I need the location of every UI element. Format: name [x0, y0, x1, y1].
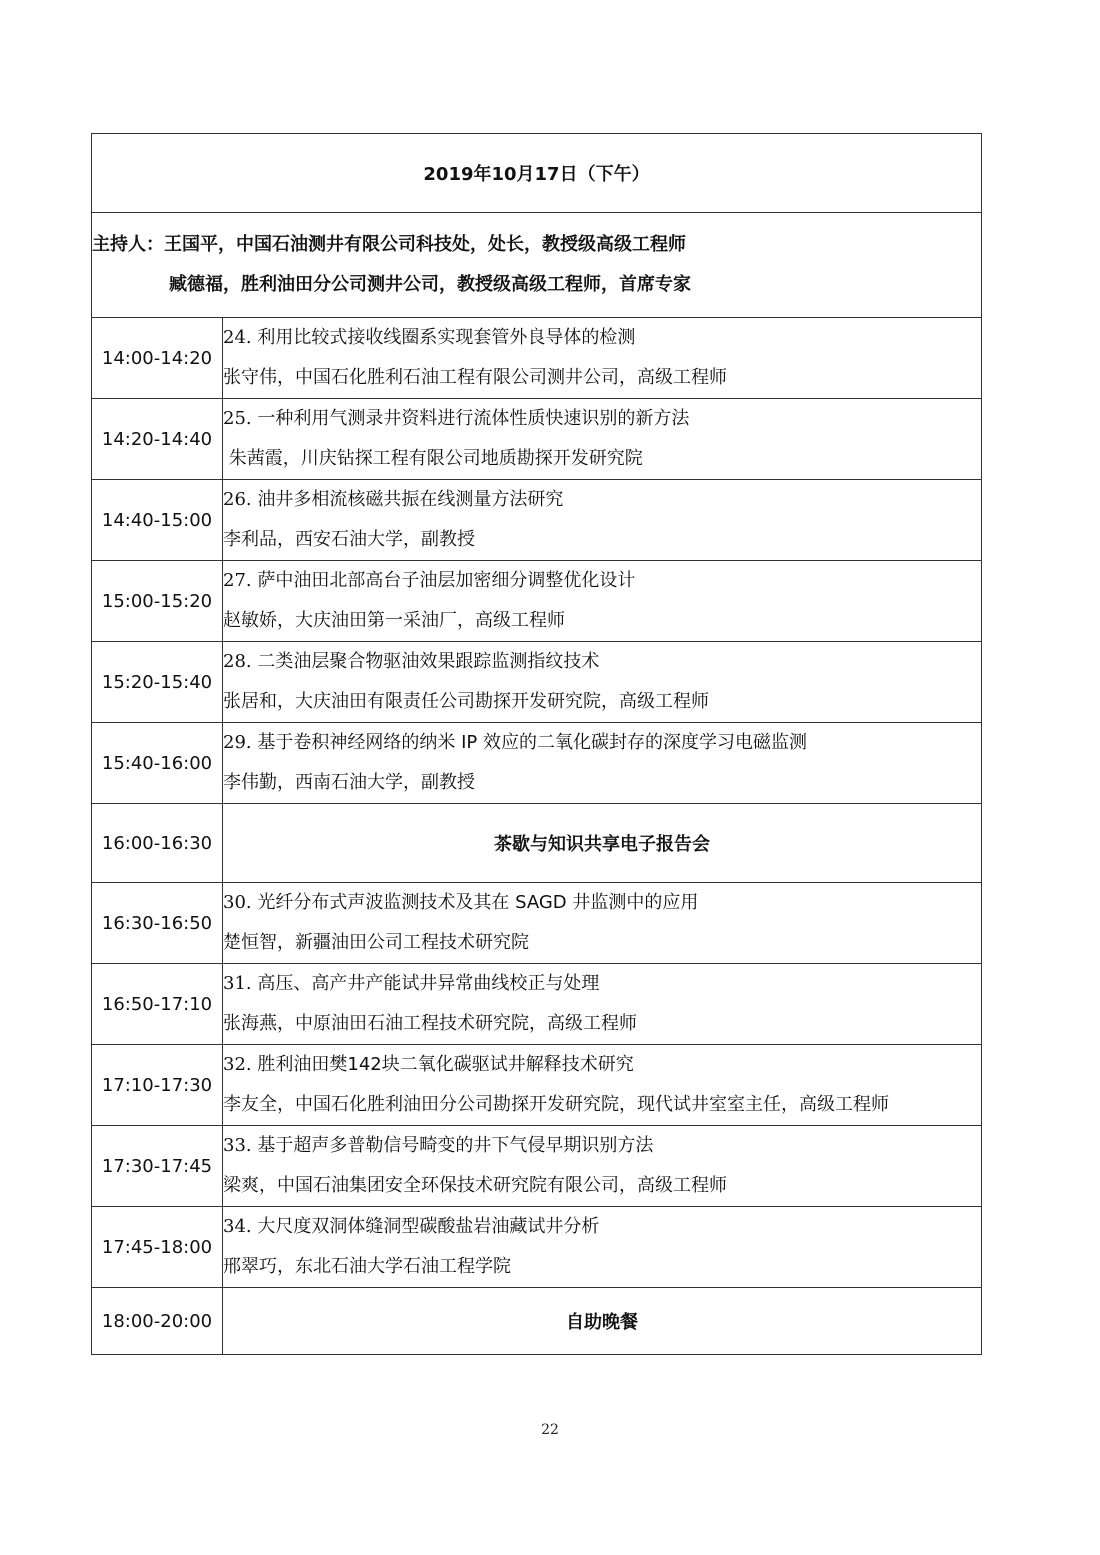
talk-cell [223, 480, 982, 561]
talk-title-line [223, 964, 981, 1004]
talk-number: 27. [223, 570, 252, 591]
event-title: 自助晚餐 [223, 1288, 982, 1355]
talk-title: 萨中油田北部高台子油层加密细分调整优化设计 [257, 570, 636, 591]
event-title: 茶歇与知识共享电子报告会 [223, 804, 982, 883]
talk-cell [223, 561, 982, 642]
talk-cell [223, 964, 982, 1045]
talk-title-line [223, 1207, 981, 1247]
session-time: 14:40-15:00 [92, 480, 223, 561]
talk-row [92, 399, 982, 480]
session-time: 18:00-20:00 [92, 1288, 223, 1355]
talk-number: 34. [223, 1216, 252, 1237]
talk-row [92, 1045, 982, 1126]
session-time: 14:20-14:40 [92, 399, 223, 480]
talk-title: 利用比较式接收线圈系实现套管外良导体的检测 [257, 327, 636, 348]
talk-title: 油井多相流核磁共振在线测量方法研究 [257, 489, 564, 510]
session-time: 15:40-16:00 [92, 723, 223, 804]
talk-row [92, 1207, 982, 1288]
talk-title: 光纤分布式声波监测技术及其在 SAGD 井监测中的应用 [257, 892, 699, 913]
session-time: 14:00-14:20 [92, 318, 223, 399]
talk-title: 基于卷积神经网络的纳米 IP 效应的二氧化碳封存的深度学习电磁监测 [257, 732, 807, 753]
talk-title-line [223, 1045, 981, 1085]
session-time: 16:00-16:30 [92, 804, 223, 883]
talk-cell [223, 318, 982, 399]
talk-row [92, 1126, 982, 1207]
talk-number: 28. [223, 651, 252, 672]
talk-number: 25. [223, 408, 252, 429]
talk-row [92, 883, 982, 964]
talk-speaker: 张海燕，中原油田石油工程技术研究院，高级工程师 [223, 1013, 637, 1034]
session-time: 15:00-15:20 [92, 561, 223, 642]
talk-speaker: 李伟勤，西南石油大学，副教授 [223, 772, 475, 793]
talk-row [92, 964, 982, 1045]
talk-row [92, 642, 982, 723]
talk-title: 高压、高产井产能试井异常曲线校正与处理 [257, 973, 600, 994]
talk-speaker: 张守伟，中国石化胜利石油工程有限公司测井公司，高级工程师 [223, 367, 727, 388]
talk-cell [223, 883, 982, 964]
session-time: 17:45-18:00 [92, 1207, 223, 1288]
talk-cell [223, 399, 982, 480]
talk-title-line [223, 318, 981, 358]
talk-title-line [223, 399, 981, 439]
talk-number: 29. [223, 732, 252, 753]
talk-speaker: 楚恒智，新疆油田公司工程技术研究院 [223, 932, 529, 953]
schedule-table [91, 133, 982, 1355]
talk-number: 30. [223, 892, 252, 913]
talk-cell [223, 642, 982, 723]
talk-cell [223, 1126, 982, 1207]
session-time: 16:50-17:10 [92, 964, 223, 1045]
talk-number: 26. [223, 489, 252, 510]
talk-title: 基于超声多普勒信号畸变的井下气侵早期识别方法 [257, 1135, 654, 1156]
talk-speaker: 李利品，西安石油大学，副教授 [223, 529, 475, 550]
talk-title-line [223, 642, 981, 682]
session-time: 16:30-16:50 [92, 883, 223, 964]
talk-number: 24. [223, 327, 252, 348]
host-line-2: 臧德福，胜利油田分公司测井公司，教授级高级工程师，首席专家 [169, 274, 691, 295]
session-time: 17:10-17:30 [92, 1045, 223, 1126]
talk-speaker: 张居和，大庆油田有限责任公司勘探开发研究院，高级工程师 [223, 691, 709, 712]
talk-title: 大尺度双洞体缝洞型碳酸盐岩油藏试井分析 [257, 1216, 600, 1237]
talk-title-line [223, 561, 981, 601]
talk-number: 31. [223, 973, 252, 994]
event-row [92, 1288, 982, 1355]
hosts-cell [92, 213, 982, 318]
schedule-heading: 2019年10月17日（下午） [92, 134, 982, 213]
session-time: 15:20-15:40 [92, 642, 223, 723]
page-number: 22 [541, 1422, 559, 1438]
talk-number: 33. [223, 1135, 252, 1156]
talk-row [92, 480, 982, 561]
talk-cell [223, 1045, 982, 1126]
talk-speaker: 李友全，中国石化胜利油田分公司勘探开发研究院，现代试井室室主任，高级工程师 [223, 1094, 889, 1115]
talk-cell [223, 723, 982, 804]
talk-speaker: 梁爽，中国石油集团安全环保技术研究院有限公司，高级工程师 [223, 1175, 727, 1196]
talk-title-line [223, 1126, 981, 1166]
talk-row [92, 561, 982, 642]
talk-row [92, 318, 982, 399]
talk-title-line [223, 883, 981, 923]
schedule-heading-row [92, 134, 982, 213]
talk-row [92, 723, 982, 804]
talk-cell [223, 1207, 982, 1288]
talk-speaker: 邢翠巧，东北石油大学石油工程学院 [223, 1256, 511, 1277]
talk-title-line [223, 723, 981, 763]
hosts-row [92, 213, 982, 318]
talk-speaker: 赵敏娇，大庆油田第一采油厂，高级工程师 [223, 610, 565, 631]
talk-speaker: 朱茜霞，川庆钻探工程有限公司地质勘探开发研究院 [223, 448, 643, 469]
talk-title: 胜利油田樊142块二氧化碳驱试井解释技术研究 [257, 1054, 634, 1075]
event-row [92, 804, 982, 883]
session-time: 17:30-17:45 [92, 1126, 223, 1207]
talk-title: 一种利用气测录井资料进行流体性质快速识别的新方法 [257, 408, 690, 429]
talk-number: 32. [223, 1054, 252, 1075]
talk-title-line [223, 480, 981, 520]
host-line-1: 主持人：王国平，中国石油测井有限公司科技处，处长，教授级高级工程师 [92, 234, 686, 255]
talk-title: 二类油层聚合物驱油效果跟踪监测指纹技术 [257, 651, 600, 672]
